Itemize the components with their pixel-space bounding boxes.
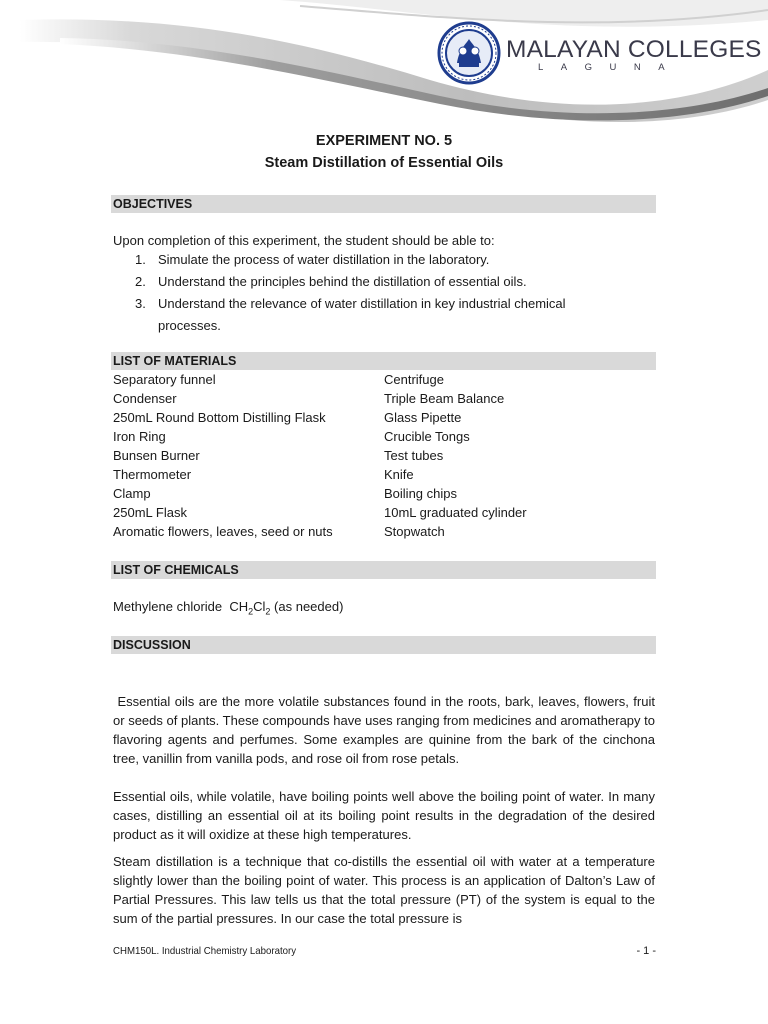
objectives-heading: OBJECTIVES — [111, 195, 656, 213]
material-item: Knife — [384, 467, 414, 482]
college-seal-icon — [437, 21, 501, 85]
material-item: Separatory funnel — [113, 372, 216, 387]
material-item: Bunsen Burner — [113, 448, 200, 463]
experiment-number: EXPERIMENT NO. 5 — [315, 133, 453, 149]
materials-heading: LIST OF MATERIALS — [111, 352, 656, 370]
letterhead — [0, 0, 768, 125]
objective-number: 3. — [135, 296, 146, 311]
footer-course: CHM150L. Industrial Chemistry Laboratory — [113, 945, 297, 957]
material-item: Iron Ring — [113, 429, 166, 444]
objectives-intro: Upon completion of this experiment, the student should be able to: — [113, 233, 495, 248]
material-item: 250mL Round Bottom Distilling Flask — [113, 410, 326, 425]
footer-page-number: - 1 - — [636, 945, 656, 957]
college-name: MALAYAN COLLEGES — [506, 36, 762, 63]
material-item: 10mL graduated cylinder — [384, 505, 527, 520]
chemicals-heading: LIST OF CHEMICALS — [111, 561, 656, 579]
material-item: Aromatic flowers, leaves, seed or nuts — [113, 524, 333, 539]
discussion-paragraph-3: Steam distillation is a technique that co-distills the essential oil with water at a temperature slightly lower than the boiling point of water. This process is an application of Dalton’s Law of Partial Pressures. This law tells us that the total pressure (PT) of the system is equal to the sum of the partial pressures. In our case the total pressure is — [113, 854, 655, 926]
material-item: 250mL Flask — [113, 505, 187, 520]
discussion-paragraph-1: Essential oils are the more volatile substances found in the roots, bark, leaves, flowers, fruit or seeds of plants. These compounds have uses ranging from medicines and aromatherapy to flavoring agents and perfumes. Some examples are quinine from the bark of the cinchona tree, vanillin from vanilla pods, and rose oil from rose petals. — [113, 694, 659, 766]
discussion-heading: DISCUSSION — [111, 636, 656, 654]
material-item: Triple Beam Balance — [384, 391, 505, 406]
material-item: Thermometer — [113, 467, 192, 482]
material-item: Boiling chips — [384, 486, 457, 501]
discussion-paragraph-2: Essential oils, while volatile, have boiling points well above the boiling point of water. In many cases, distilling an essential oil at its boiling point results in the degradation of the desired product as it will oxidize at these high temperatures. — [113, 789, 655, 842]
objective-text: Understand the principles behind the distillation of essential oils. — [158, 274, 527, 289]
material-item: Stopwatch — [384, 524, 445, 539]
material-item: Clamp — [113, 486, 151, 501]
material-item: Condenser — [113, 391, 177, 406]
objective-number: 2. — [135, 274, 146, 289]
objective-text: Understand the relevance of water distillation in key industrial chemical — [158, 296, 566, 311]
material-item: Crucible Tongs — [384, 429, 470, 444]
objective-text: Simulate the process of water distillation in the laboratory. — [158, 252, 490, 267]
college-campus: LAGUNA — [538, 62, 683, 73]
material-item: Glass Pipette — [384, 410, 462, 425]
material-item: Centrifuge — [384, 372, 444, 387]
objective-text-continued: processes. — [158, 318, 221, 333]
objective-number: 1. — [135, 252, 146, 267]
experiment-title: Steam Distillation of Essential Oils — [264, 155, 504, 171]
material-item: Test tubes — [384, 448, 444, 463]
chemical-item: Methylene chloride $CH_2Cl_2$ (as needed) — [113, 599, 344, 617]
